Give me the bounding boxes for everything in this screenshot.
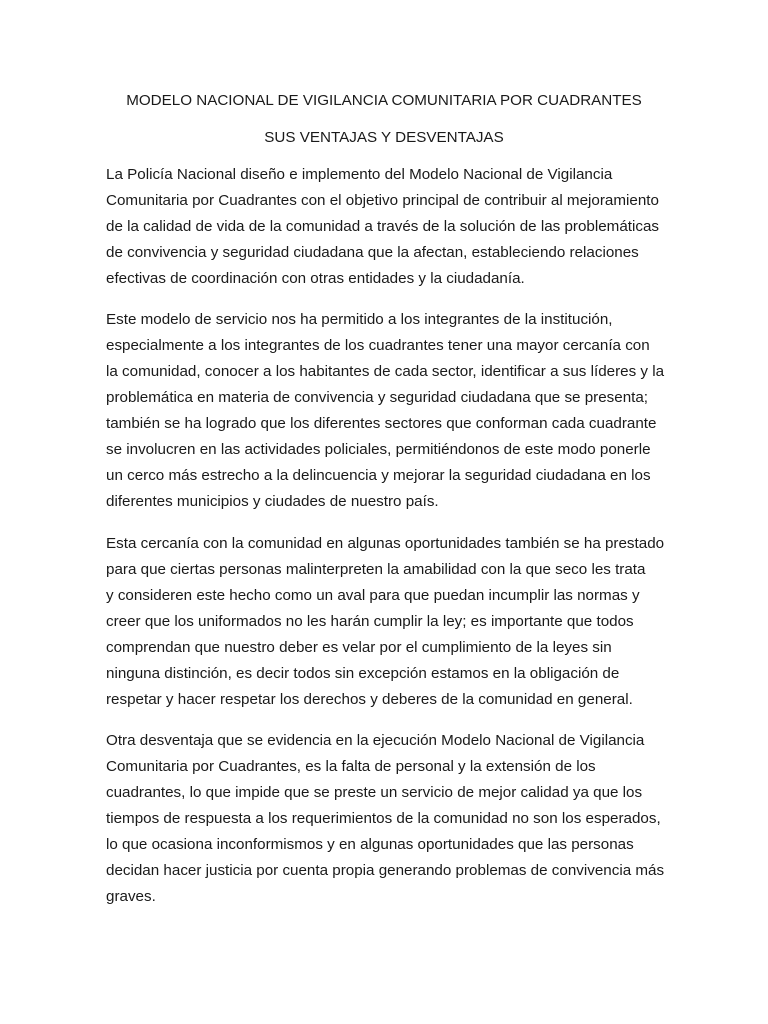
paragraph-line: respetar y hacer respetar los derechos y deberes de la comunidad en general. <box>106 691 633 708</box>
paragraph-line: de la calidad de vida de la comunidad a través de la solución de las problemáticas <box>106 218 659 235</box>
paragraph-line: diferentes municipios y ciudades de nuestro país. <box>106 493 439 510</box>
paragraph-line: creer que los uniformados no les harán cumplir la ley; es importante que todos <box>106 613 634 630</box>
paragraph-line: y consideren este hecho como un aval para que puedan incumplir las normas y <box>106 587 640 604</box>
paragraph-line: decidan hacer justicia por cuenta propia generando problemas de convivencia más <box>106 862 665 879</box>
paragraph-line: Comunitaria por Cuadrantes con el objetivo principal de contribuir al mejoramiento <box>106 192 659 209</box>
paragraph-line: de convivencia y seguridad ciudadana que la afectan, estableciendo relaciones <box>106 244 639 261</box>
paragraph-line: Esta cercanía con la comunidad en algunas oportunidades también se ha prestado <box>106 535 665 552</box>
paragraph-line: problemática en materia de convivencia y seguridad ciudadana que se presenta; <box>106 389 649 406</box>
paragraph-line: cuadrantes, lo que impide que se preste un servicio de mejor calidad ya que los <box>106 784 643 801</box>
paragraph-line: efectivas de coordinación con otras entidades y la ciudadanía. <box>106 270 525 287</box>
paragraph-line: la comunidad, conocer a los habitantes de cada sector, identificar a sus líderes y la <box>106 363 665 380</box>
paragraph-3 <box>106 531 686 713</box>
paragraph-line: tiempos de respuesta a los requerimientos de la comunidad no son los esperados, <box>106 810 661 827</box>
paragraph-line: también se ha logrado que los diferentes sectores que conforman cada cuadrante <box>106 415 657 432</box>
paragraph-4 <box>106 728 686 910</box>
document-subtitle: SUS VENTAJAS Y DESVENTAJAS <box>264 129 504 146</box>
paragraph-line: para que ciertas personas malinterpreten la amabilidad con la que seco les trata <box>106 561 646 578</box>
paragraph-2 <box>106 307 686 515</box>
paragraph-line: Este modelo de servicio nos ha permitido a los integrantes de la institución, <box>106 311 613 328</box>
paragraph-line: un cerco más estrecho a la delincuencia y mejorar la seguridad ciudadana en los <box>106 467 651 484</box>
paragraph-line: ninguna distinción, es decir todos sin excepción estamos en la obligación de <box>106 665 620 682</box>
document-title: MODELO NACIONAL DE VIGILANCIA COMUNITARIA POR CUADRANTES <box>126 92 642 109</box>
paragraph-line: comprendan que nuestro deber es velar por el cumplimiento de la leyes sin <box>106 639 612 656</box>
paragraph-line: especialmente a los integrantes de los cuadrantes tener una mayor cercanía con <box>106 337 650 354</box>
paragraph-line: Otra desventaja que se evidencia en la ejecución Modelo Nacional de Vigilancia <box>106 732 645 749</box>
paragraph-line: se involucren en las actividades policiales, permitiéndonos de este modo ponerle <box>106 441 651 458</box>
paragraph-line: La Policía Nacional diseño e implemento del Modelo Nacional de Vigilancia <box>106 166 613 183</box>
paragraph-1 <box>106 162 686 292</box>
paragraph-line: graves. <box>106 888 156 905</box>
paragraph-line: lo que ocasiona inconformismos y en algunas oportunidades que las personas <box>106 836 634 853</box>
paragraph-line: Comunitaria por Cuadrantes, es la falta de personal y la extensión de los <box>106 758 596 775</box>
